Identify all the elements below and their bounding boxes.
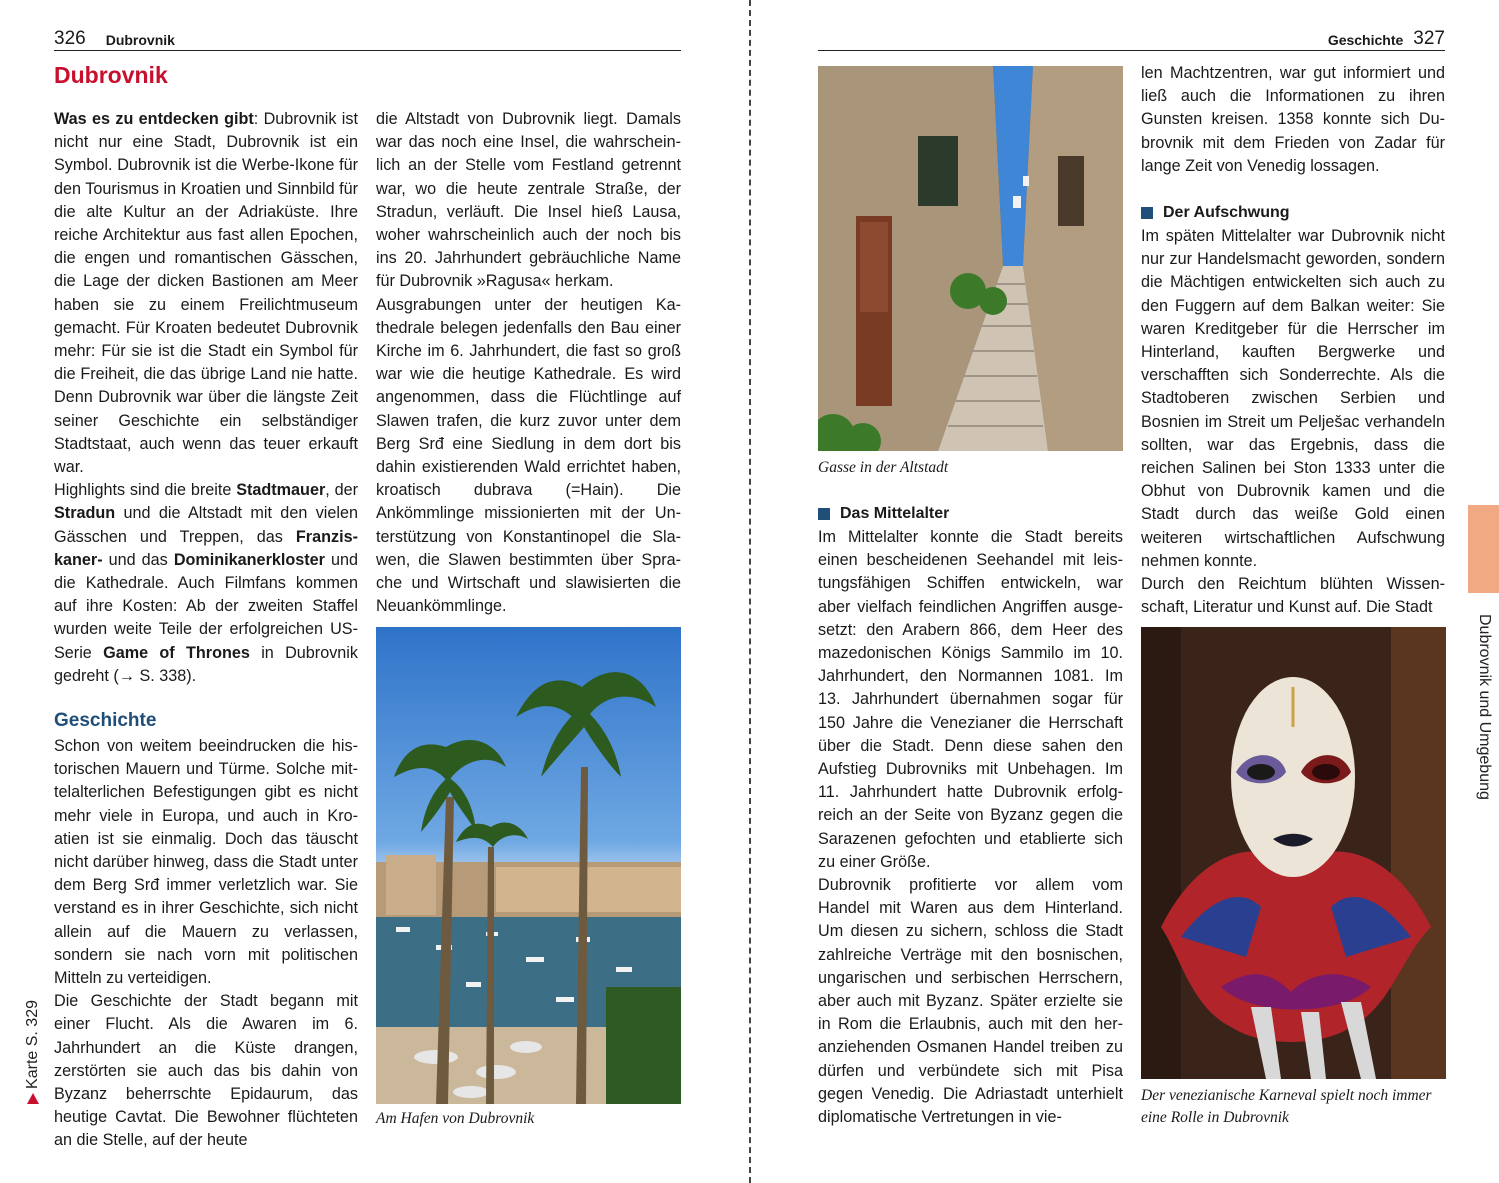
square-bullet-icon: [1141, 207, 1153, 219]
harbor-photo: [376, 627, 681, 1104]
paragraph: len Machtzentren, war gut informiert und ließ auch die Informationen zu ihren Gunsten kreisen. 1358 konnte sich Dubrovnik mit dem Frieden von Zadar für lange Zeit von Venedig lossagen.: [1141, 64, 1445, 175]
section-heading-geschichte: Geschichte: [54, 710, 157, 731]
right-running-head: [818, 29, 1445, 51]
subheading-aufschwung: [1141, 203, 1290, 223]
paragraph: Was es zu entdecken gibt: Dubrovnik ist nicht nur eine Stadt, Dubrovnik ist ein Symbol. Dubrovnik ist die Werbe-Ikone für den Tourismus in Kroatien und Sinnbild für die alte Kultur an der Adriaküste. Ihre reiche Architektur aus fast allen Epochen, die engen und romantischen Gässchen, die Lage der dicken Bastionen am Meer haben sie zu einem Freilichtmuseum gemacht. Für Kroaten bedeutet Dubrovnik mehr: Für sie ist die Stadt ein Symbol für die Freiheit, die das übrige Land nie hatte. Denn Dubrovnik war über die längste Zeit seiner Geschichte ein selbständiger Stadtstaat, auch wenn das teuer erkauft war.: [54, 110, 358, 477]
paragraph: die Altstadt von Dubrovnik liegt. Damals war das noch eine Insel, die wahrscheinlich an der Stelle vom Festland getrennt war, wo die heute zentrale Straße, der Stradun, verläuft. Die Insel hieß Lausa, woher wahrscheinlich auch der noch bis ins 20. Jahrhundert gebräuchliche Name für Dubrovnik »Ragusa« herkam.: [376, 110, 681, 291]
carnival-mask-photo: [1141, 627, 1446, 1079]
left-column-1-intro: [54, 108, 358, 688]
subheading-aufschwung-label: Der Aufschwung: [1163, 204, 1290, 221]
chapter-thumb-tab[interactable]: [1468, 505, 1499, 593]
map-reference-label: Karte S. 329: [24, 1000, 41, 1089]
harbor-photo-caption: Am Hafen von Dubrovnik: [376, 1110, 535, 1127]
chapter-side-title: Dubrovnik und Umgebung: [1476, 614, 1493, 800]
left-page-number: 326: [54, 28, 86, 49]
right-column-2-body: [1141, 225, 1445, 619]
map-reference-tab[interactable]: [20, 1000, 46, 1124]
right-column-2-top: [1141, 62, 1445, 178]
paragraph: Durch den Reichtum blühten Wissenschaft, Literatur und Kunst auf. Die Stadt: [1141, 575, 1445, 617]
subheading-mittelalter: [818, 504, 949, 524]
left-running-title: Dubrovnik: [105, 32, 175, 48]
square-bullet-icon: [818, 508, 830, 520]
red-triangle-icon: [27, 1093, 39, 1104]
chapter-heading: Dubrovnik: [54, 62, 168, 88]
paragraph: Schon von weitem beeindrucken die historischen Mauern und Türme. Solche mittelalterlichen Befestigungen gibt es nicht mehr viele in Europa, und auch in Kroatien ist sie einmalig. Doch das täuscht nicht darüber hinweg, dass die Stadt unter dem Berg Srđ immer verletzlich war. Sie verstand es in ihrer Geschichte, sich nicht allein auf die Mauern zu verlassen, sondern sie nach vorn mit politischen Mitteln zu verteidigen.: [54, 737, 358, 988]
paragraph: Dubrovnik profitierte vor allem vom Handel mit Waren aus dem Hinterland. Um diesen zu sichern, schloss die Stadt zahlreiche Verträge mit den bosnischen, ungarischen und serbischen Herrschern, aber auch mit Byzanz. Später erzielte sie in Rom die Erlaubnis, auch mit den heranziehenden Osmanen Handel treiben zu dürfen und verbündete sich mit Pisa gegen Venedig. Die Adriastadt unterhielt diplomatische Vertretungen in vie-: [818, 876, 1123, 1127]
left-running-head: [54, 29, 681, 51]
left-column-2: [376, 108, 681, 618]
paragraph: Highlights sind die breite Stadtmauer, der Stradun und die Altstadt mit den vielen Gässchen und Treppen, das Franziskaner- und das Dominikanerkloster und die Kathedrale. Auch Filmfans kommen auf ihre Kosten: Ab der zweiten Staffel wurden weite Teile der erfolgreichen US-Serie Game of Thrones in Dubrovnik gedreht (→ S. 338).: [54, 481, 358, 685]
paragraph: Im Mittelalter konnte die Stadt bereits einen bescheidenen Seehandel mit leistungsfähigen Schiffen entwickeln, war aber vielfach feindlichen Angriffen ausgesetzt: den Arabern 866, dem Heer des mazedonischen Königs Sammilo im 10. Jahrhundert, den Normannen 1081. Im 13. Jahrhundert übernahmen sogar für 150 Jahre die Venezianer die Herrschaft über die Stadt. Denn diese sahen den Aufstieg Dubrovniks mit Unbehagen. Im 11. Jahrhundert hatte Dubrovnik erfolgreich an der Seite von Byzanz gegen die Sarazenen gefochten und etablierte sich zu einer Größe.: [818, 528, 1123, 871]
left-column-1-history: [54, 735, 358, 1153]
paragraph: Die Geschichte der Stadt begann mit einer Flucht. Als die Awaren im 6. Jahrhundert an die Küste drangen, zerstörten sie auch das bis dahin von Byzanz beherrschte Epidaurum, das heutige Cavtat. Die Bewohner flüchteten an die Stelle, auf der heute: [54, 992, 358, 1150]
alley-photo: [818, 66, 1123, 451]
alley-photo-caption: Gasse in der Altstadt: [818, 459, 949, 476]
subheading-mittelalter-label: Das Mittelalter: [840, 505, 950, 522]
carnival-mask-caption: Der venezianische Karneval spielt noch immer eine Rolle in Dubrovnik: [1141, 1087, 1432, 1126]
paragraph: Ausgrabungen unter der heutigen Kathedrale belegen jedenfalls den Bau einer Kirche im 6. Jahrhundert, die fast so groß war wie die heutige Kathedrale. Es wird angenommen, dass die Flüchtlinge auf Slawen trafen, die kurz zuvor unter dem Berg Srđ eine Siedlung in dem dort bis dahin existierenden Wald errichtet haben, kroatisch dubrava (=Hain). Die Ankömmlinge missionierten mit der Unterstützung von Konstantinopel die Slawen, die Slawen bestimmten über Sprache und Wirtschaft und slawisierten die Neuankömmlinge.: [376, 295, 681, 616]
page-divider: [749, 0, 751, 1183]
right-page-number: 327: [1413, 28, 1445, 49]
paragraph: Im späten Mittelalter war Dubrovnik nicht nur zur Handelsmacht geworden, sondern die Mächtigen entwickelten sich auch zu den Fuggern auf dem Balkan weiter: Sie waren Kreditgeber für die Herrscher im Hinterland, kauften Bergwerke und verschafften sich Sonderrechte. Als die Stadtoberen zwischen Serbien und Bosnien im Streit um Pelješac verhandeln sollten, war das Ergebnis, dass die reichen Salinen bei Ston 1333 unter die Obhut von Dubrovnik kamen und die Stadt durch das weiße Gold einen weiteren wirtschaftlichen Aufschwung nehmen konnte.: [1141, 227, 1445, 570]
right-running-title: Geschichte: [1327, 32, 1404, 48]
right-column-1: [818, 526, 1123, 1129]
